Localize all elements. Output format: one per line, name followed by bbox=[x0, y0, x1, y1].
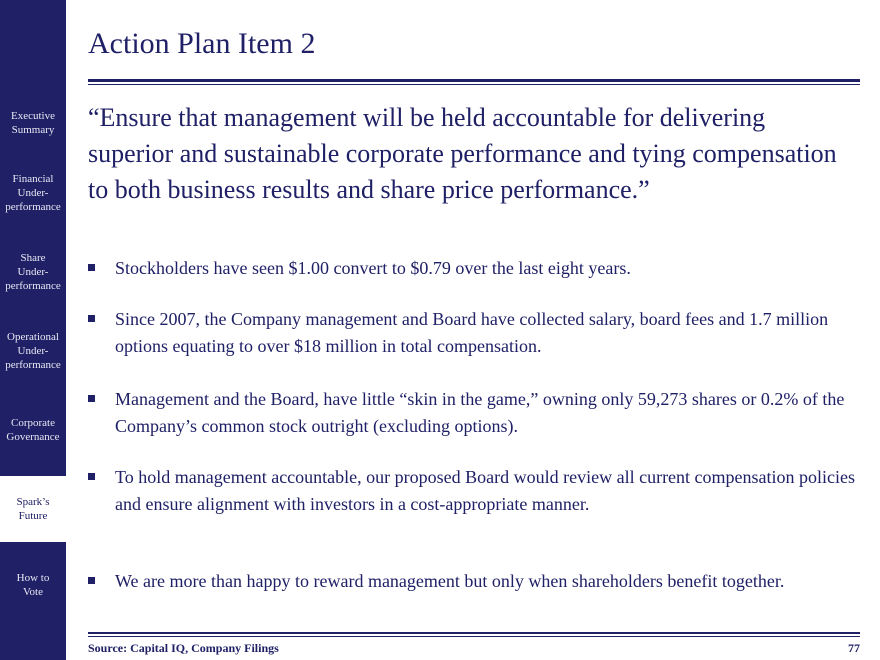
sidebar-item-financial-underperformance[interactable] bbox=[0, 168, 66, 218]
square-bullet-icon bbox=[88, 577, 95, 584]
sidebar-item-label: How to Vote bbox=[16, 572, 50, 598]
square-bullet-icon bbox=[88, 395, 95, 402]
footer-divider bbox=[88, 632, 860, 634]
list-item: We are more than happy to reward management but only when shareholders benefit together. bbox=[88, 568, 858, 595]
page-title: Action Plan Item 2 bbox=[88, 27, 316, 60]
square-bullet-icon bbox=[88, 473, 95, 480]
source-note: Source: Capital IQ, Company Filings bbox=[88, 641, 279, 655]
sidebar-item-label: Executive Summary bbox=[11, 110, 55, 136]
sidebar-item-sparks-future[interactable] bbox=[0, 476, 66, 542]
page-number: 77 bbox=[848, 641, 860, 655]
sidebar-item-executive-summary[interactable] bbox=[0, 98, 66, 148]
square-bullet-icon bbox=[88, 264, 95, 271]
sidebar-nav bbox=[0, 0, 66, 660]
list-item: Since 2007, the Company management and Board have collected salary, board fees and 1.7 million options equating to over $18 million in total compensation. bbox=[88, 306, 858, 360]
sidebar-item-label: Spark’s Future bbox=[16, 496, 50, 522]
footer-divider-thin bbox=[88, 636, 860, 637]
sidebar-item-label: Operational Under- performance bbox=[5, 331, 61, 371]
title-divider bbox=[88, 79, 860, 82]
sidebar-item-share-underperformance[interactable] bbox=[0, 247, 66, 297]
list-item: To hold management accountable, our proposed Board would review all current compensation policies and ensure alignment with investors in a cost-appropriate manner. bbox=[88, 464, 858, 518]
sidebar-item-corporate-governance[interactable] bbox=[0, 405, 66, 455]
title-divider-thin bbox=[88, 84, 860, 85]
sidebar-item-label: Financial Under- performance bbox=[5, 173, 61, 213]
list-item: Stockholders have seen $1.00 convert to $0.79 over the last eight years. bbox=[88, 255, 858, 282]
action-plan-quote: “Ensure that management will be held accountable for delivering superior and sustainable corporate performance and tying compensation to both business results and share price performance.” bbox=[88, 103, 837, 204]
list-item: Management and the Board, have little “skin in the game,” owning only 59,273 shares or 0.2% of the Company’s common stock outright (excluding options). bbox=[88, 386, 858, 440]
sidebar-item-operational-underperformance[interactable] bbox=[0, 326, 66, 376]
sidebar-item-how-to-vote[interactable] bbox=[0, 560, 66, 610]
square-bullet-icon bbox=[88, 315, 95, 322]
sidebar-item-label: Share Under- performance bbox=[5, 252, 61, 292]
sidebar-item-label: Corporate Governance bbox=[6, 417, 60, 443]
